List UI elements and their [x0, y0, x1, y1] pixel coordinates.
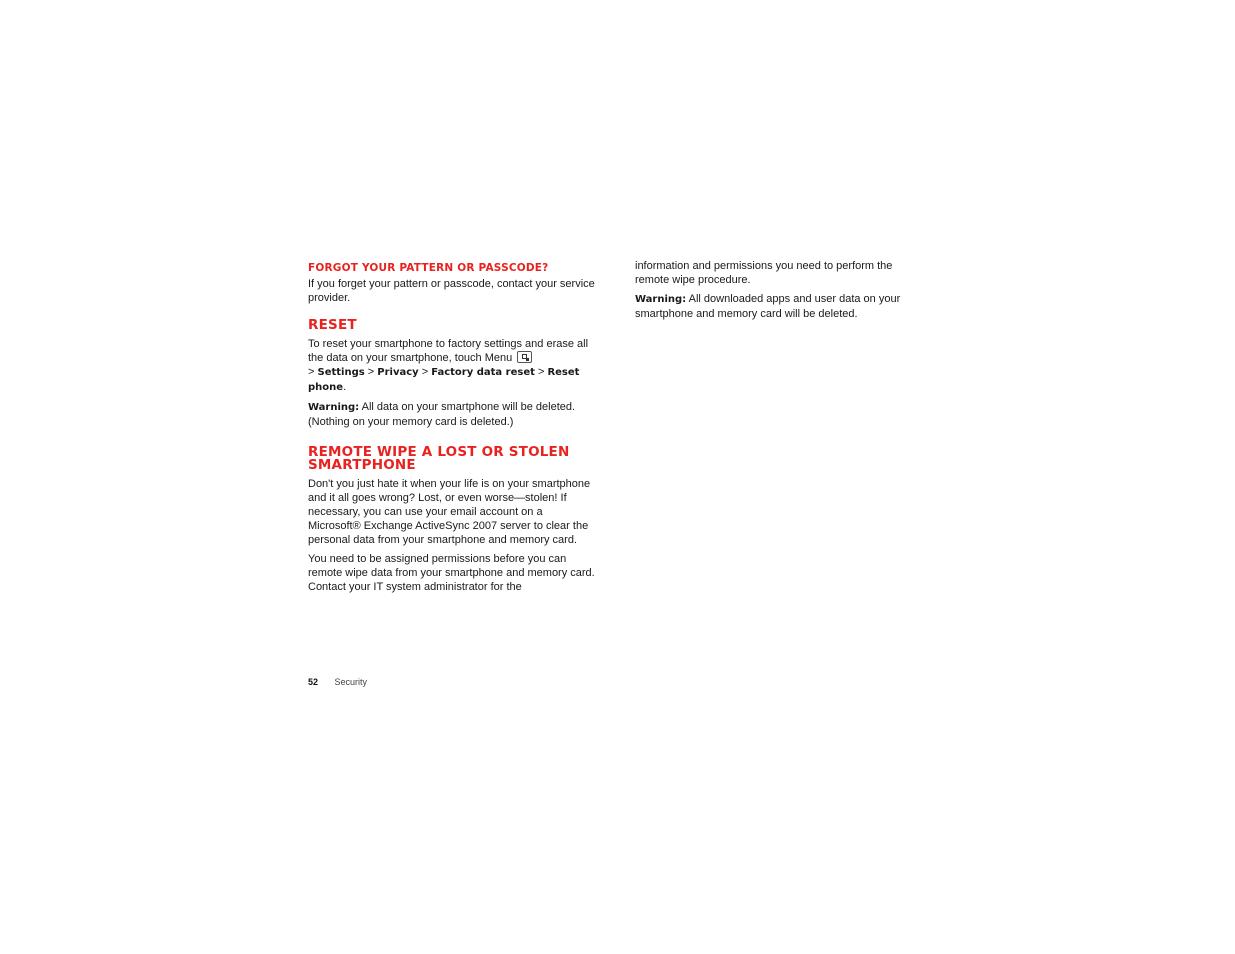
path-settings: Settings: [317, 366, 365, 378]
paragraph-continued: information and permissions you need to perform the remote wipe procedure.: [635, 260, 893, 286]
heading-remote-wipe: REMOTE WIPE A LOST OR STOLEN SMARTPHONE: [308, 443, 570, 473]
warning-text: All data on your smartphone will be deleted. (Nothing on your memory card is deleted.): [308, 400, 576, 428]
page-number: 52: [308, 677, 319, 687]
separator: >: [421, 365, 429, 378]
paragraph-warning-reset: [308, 400, 598, 429]
section-name: Security: [334, 677, 368, 687]
heading-reset: RESET: [308, 317, 357, 333]
reset-instruction: To reset your smartphone to factory settings and erase all the data on your smartphone, touch Menu: [308, 337, 589, 364]
paragraph-warning-remote: [635, 292, 917, 321]
separator: >: [367, 365, 375, 378]
paragraph-remote-wipe-1: Don't you just hate it when your life is on your smartphone and it all goes wrong? Lost, or even worse—stolen! If necessary, you can use your email account on a Microsoft® Exchange ActiveSync 2007 server to clear the personal data from your smartphone and memory card.: [308, 477, 591, 546]
warning-label: Warning:: [635, 294, 687, 305]
page-footer: [308, 677, 367, 687]
warning-label: Warning:: [308, 401, 360, 413]
path-privacy: Privacy: [377, 366, 419, 378]
paragraph-reset: [308, 337, 598, 395]
path-reset-phone: Reset phone: [308, 366, 580, 393]
paragraph-remote-wipe-2: You need to be assigned permissions before you can remote wipe data from your smartphone and memory card. Contact your IT system administrator for the: [308, 552, 595, 593]
paragraph-forgot-pattern: If you forget your pattern or passcode, contact your service provider.: [308, 278, 595, 304]
left-column: [308, 262, 598, 599]
period: .: [343, 380, 347, 393]
warning-text: All downloaded apps and user data on your smartphone and memory card will be deleted.: [635, 293, 901, 320]
separator: >: [308, 365, 315, 378]
path-factory-data-reset: Factory data reset: [431, 366, 535, 378]
right-column: [635, 259, 917, 326]
heading-forgot-pattern: FORGOT YOUR PATTERN OR PASSCODE?: [308, 262, 549, 274]
separator: >: [537, 365, 545, 378]
menu-icon: [517, 351, 532, 363]
